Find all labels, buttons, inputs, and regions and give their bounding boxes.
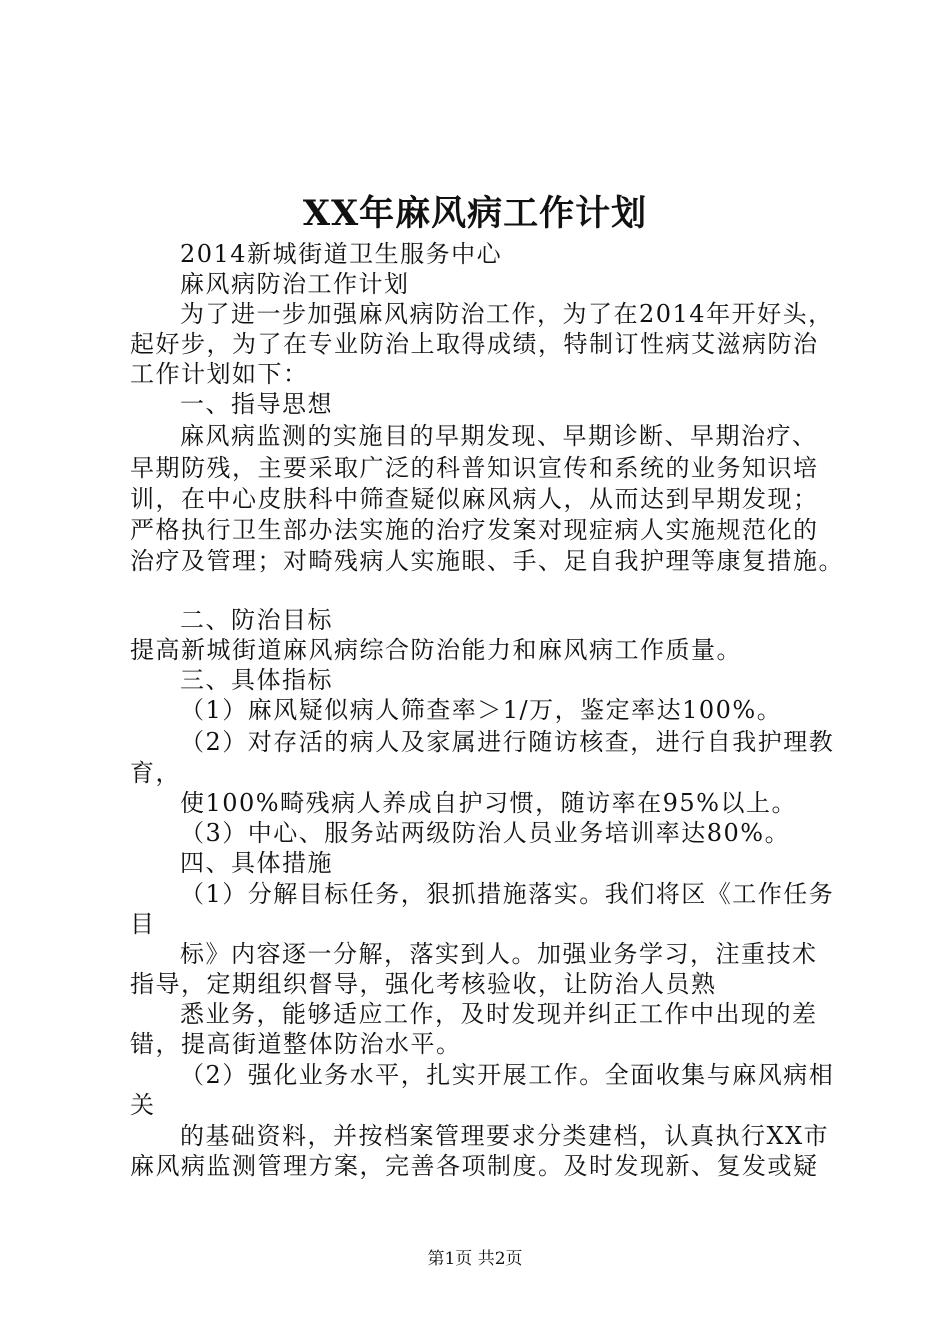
document-title: XX年麻风病工作计划 xyxy=(302,193,648,234)
section-heading-2: 二、防治目标 xyxy=(180,606,333,634)
paragraph-line: 标》内容逐一分解，落实到人。加强业务学习，注重技术 xyxy=(180,940,818,968)
list-item-line: （1）分解目标任务，狠抓措施落实。我们将区《工作任务 xyxy=(180,880,835,908)
list-item-line: （2）对存活的病人及家属进行随访核查，进行自我护理教 xyxy=(180,728,835,756)
list-item-line: （1）麻风疑似病人筛查率＞1/万，鉴定率达100%。 xyxy=(180,696,783,724)
page-number: 第1页 共2页 xyxy=(427,1249,523,1269)
paragraph-line: 麻风病监测的实施目的早期发现、早期诊断、早期治疗、 xyxy=(180,422,818,450)
paragraph-line: 早期防残，主要采取广泛的科普知识宣传和系统的业务知识培 xyxy=(130,454,819,482)
paragraph-line: 治疗及管理；对畸残病人实施眼、手、足自我护理等康复措施。 xyxy=(130,547,844,575)
paragraph-line: 悉业务，能够适应工作，及时发现并纠正工作中出现的差 xyxy=(180,1000,818,1028)
paragraph-line: 严格执行卫生部办法实施的治疗发案对现症病人实施规范化的 xyxy=(130,516,819,544)
paragraph-line: 指导，定期组织督导，强化考核验收，让防治人员熟 xyxy=(130,970,717,998)
list-item-line: 目 xyxy=(130,910,156,938)
org-line: 2014新城街道卫生服务中心 xyxy=(180,240,503,268)
paragraph-line: 的基础资料，并按档案管理要求分类建档，认真执行XX市 xyxy=(180,1122,830,1150)
list-item-line: （3）中心、服务站两级防治人员业务培训率达80%。 xyxy=(180,819,791,847)
paragraph-line: 为了进一步加强麻风病防治工作，为了在2014年开好头， xyxy=(180,300,834,328)
list-item-line: 关 xyxy=(130,1091,156,1119)
section-heading-1: 一、指导思想 xyxy=(180,390,333,418)
paragraph-line: 训，在中心皮肤科中筛查疑似麻风病人，从而达到早期发现； xyxy=(130,485,819,513)
paragraph-line: 麻风病监测管理方案，完善各项制度。及时发现新、复发或疑 xyxy=(130,1152,819,1180)
list-item-line: 育， xyxy=(130,759,181,787)
paragraph-line: 错，提高街道整体防治水平。 xyxy=(130,1030,462,1058)
section-heading-4: 四、具体措施 xyxy=(180,849,333,877)
paragraph-line: 工作计划如下： xyxy=(130,360,309,388)
list-item-line: 使100%畸残病人养成自护习惯，随访率在95%以上。 xyxy=(180,789,797,817)
paragraph-line: 起好步，为了在专业防治上取得成绩，特制订性病艾滋病防治 xyxy=(130,330,819,358)
subtitle-line: 麻风病防治工作计划 xyxy=(180,270,410,298)
list-item-line: （2）强化业务水平，扎实开展工作。全面收集与麻风病相 xyxy=(180,1061,835,1089)
section-heading-3: 三、具体指标 xyxy=(180,666,333,694)
paragraph-line: 提高新城街道麻风病综合防治能力和麻风病工作质量。 xyxy=(130,636,742,664)
